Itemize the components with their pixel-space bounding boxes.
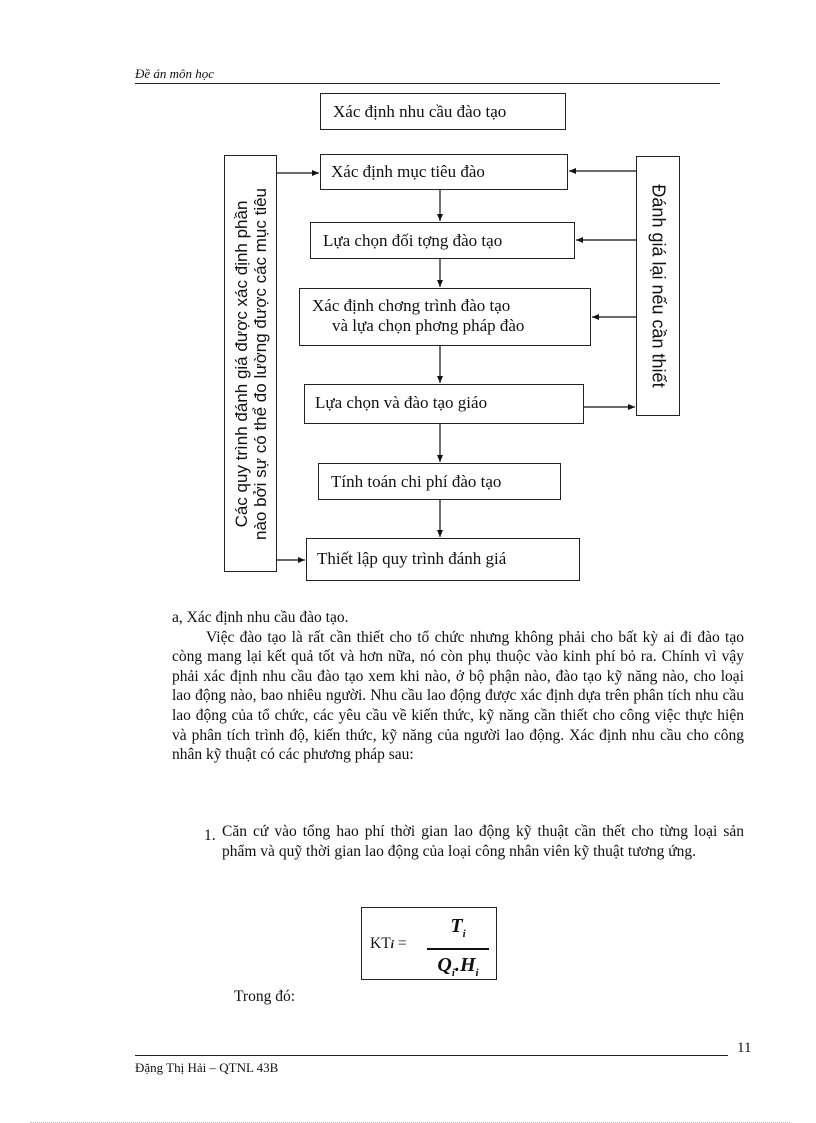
formula-num-sub: i <box>462 928 466 940</box>
formula-num-symbol: T <box>450 915 463 937</box>
formula-fraction <box>427 914 489 986</box>
formula-box <box>361 907 497 980</box>
formula-lhs <box>370 935 407 953</box>
flow-box-4-label: Lựa chọn và đào tạo giáo <box>315 393 488 412</box>
flow-box-5-label: Tính toán chi phí đào tạo <box>331 472 502 491</box>
fraction-bar <box>427 948 489 950</box>
flow-box-6-label: Thiết lập quy trình đánh giá <box>317 549 507 568</box>
list-number: 1. <box>204 827 216 844</box>
formula-den-h-sub: i <box>475 966 479 979</box>
body-paragraph: Việc đào tạo là rất cần thiết cho tổ chức nhưng không phải cho bất kỳ ai đi đào tạo còng mang lại kết quả tốt và hơn nữa, nó còn phụ thuộc vào kinh phí bỏ ra. Chính vì vậy phải xác định nhu cầu đào tạo xem khi nào, ở bộ phận nào, đào tạo kỹ năng nào, cho loại lao động nào, bao nhiêu người. Nhu cầu lao động được xác định dựa trên phân tích nhu cầu lao động của tổ chức, các yêu cầu về kiến thức, kỹ năng cần thiết cho công việc thực hiện và phân tích trình độ, kiến thức, kỹ năng của người lao động. Xác định nhu cầu cho công nhân kỹ thuật có các phương pháp sau: <box>172 628 744 764</box>
body-section <box>172 608 744 765</box>
formula-denominator <box>427 952 489 986</box>
header-title: Đề án môn học <box>135 66 215 81</box>
page-number: 11 <box>737 1040 752 1056</box>
where-label: Trong đó: <box>234 988 296 1005</box>
flow-box-1-label: Xác định mục tiêu đào <box>331 162 485 181</box>
right-side-text: Đánh giá lại nếu cần thiết <box>648 184 669 388</box>
flow-box-3-line1: Xác định chơng trình đào tạo <box>312 296 511 315</box>
formula-den-q: Q <box>437 953 452 976</box>
formula-den-q-sub: i <box>451 966 455 979</box>
left-side-line1: Các quy trình đánh giá được xác định phần <box>231 200 251 527</box>
flow-box-top-label: Xác định nhu cầu đào tạo <box>333 102 507 121</box>
footer-author: Đặng Thị Hải – QTNL 43B <box>135 1060 279 1075</box>
flow-box-2-label: Lựa chọn đối tợng đào tạo <box>323 231 503 250</box>
list-item-text: Căn cứ vào tổng hao phí thời gian lao động kỹ thuật cần thết cho từng loại sản phẩm và quỹ thời gian lao động của loại công nhân viên kỹ thuật tương ứng. <box>222 823 744 860</box>
flow-box-3-line2: và lựa chọn phơng pháp đào <box>332 316 525 335</box>
formula-numerator <box>427 914 489 946</box>
formula-lhs-sub: i <box>390 937 395 951</box>
section-heading: a, Xác định nhu cầu đào tạo. <box>172 609 349 626</box>
left-side-line2: nào bởi sự có thể đo lường được các mục tiêu <box>250 187 270 540</box>
formula-equals: = <box>397 935 407 952</box>
formula-lhs-symbol: KT <box>370 935 391 952</box>
footer-rule <box>135 1055 728 1056</box>
formula-den-h: .H <box>454 953 476 976</box>
